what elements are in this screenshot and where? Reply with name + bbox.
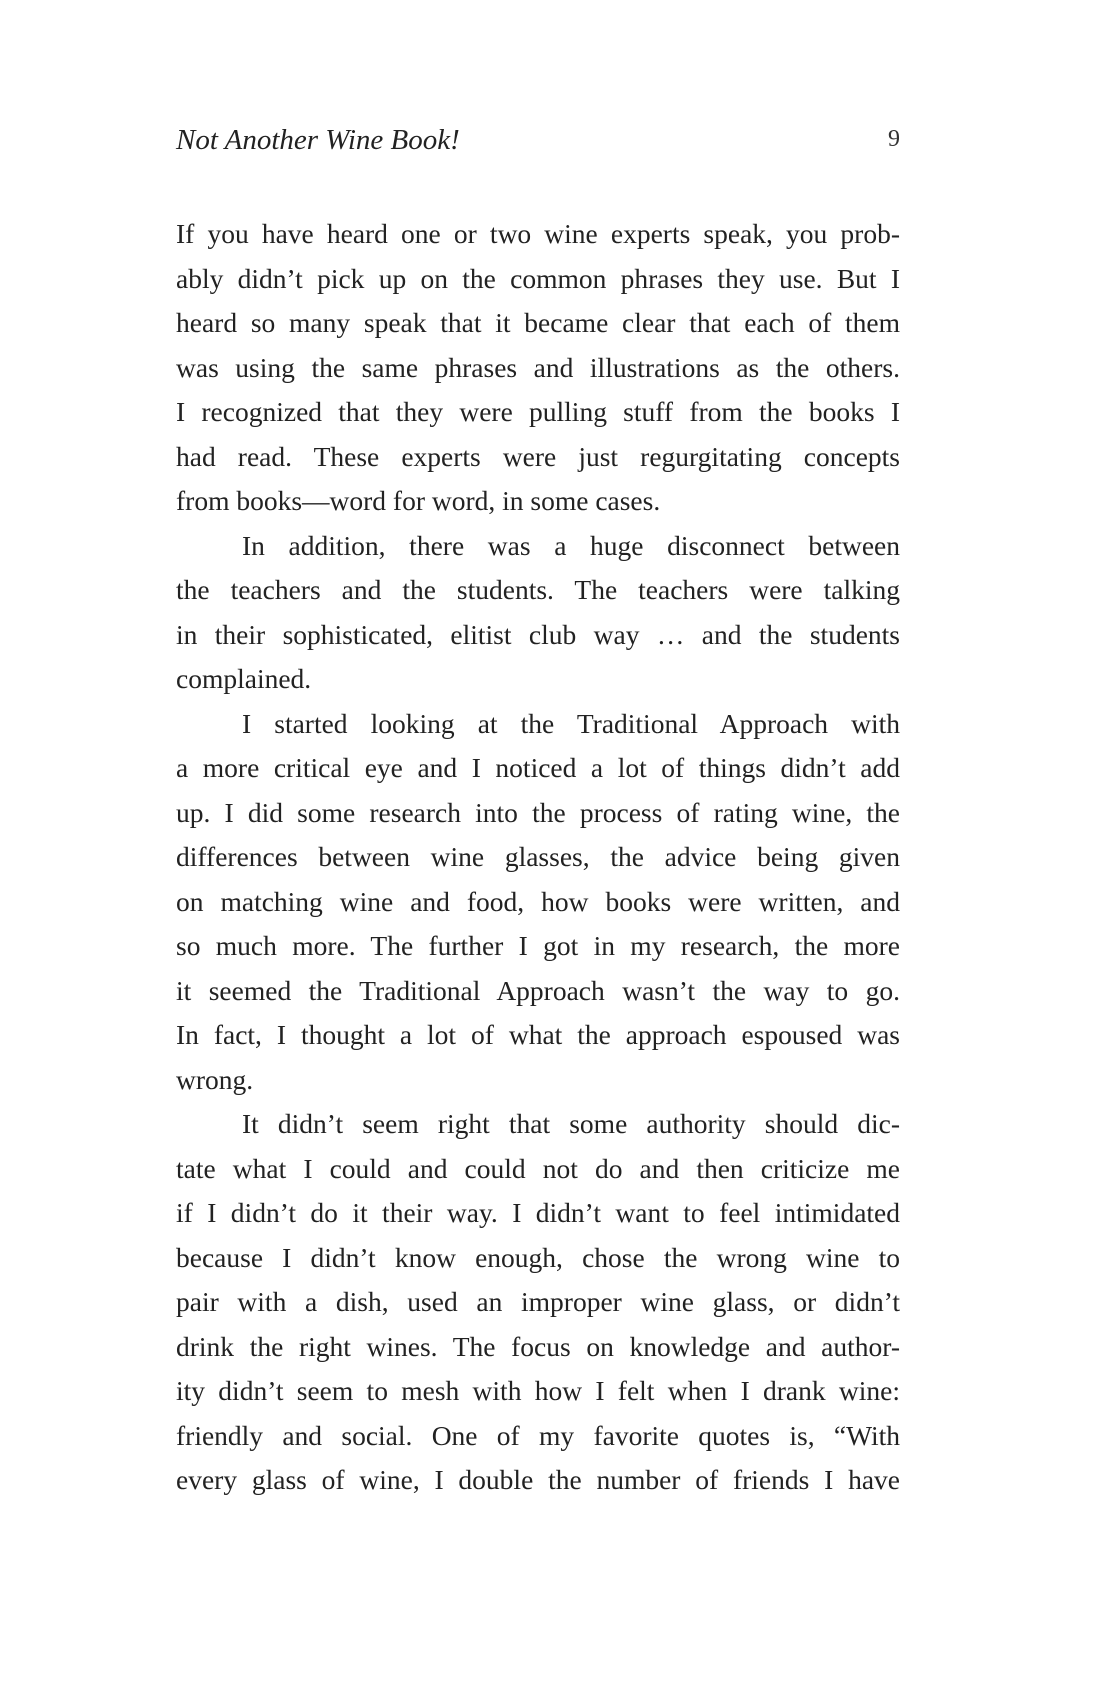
text-line: a more critical eye and I noticed a lot of things didn’t add xyxy=(176,752,900,783)
text-line: had read. These experts were just regurgitating concepts xyxy=(176,440,900,472)
text-line: ity didn’t seem to mesh with how I felt when I drank wine: xyxy=(176,1375,900,1406)
text-line: I started looking at the Traditional Approach with xyxy=(242,707,900,739)
text-line: differences between wine glasses, the advice being given xyxy=(176,841,900,872)
text-line: so much more. The further I got in my research, the more xyxy=(176,930,900,961)
body-text xyxy=(176,212,900,1503)
text-line: It didn’t seem right that some authority should dic- xyxy=(242,1108,900,1139)
text-line: every glass of wine, I double the number of friends I have xyxy=(176,1464,900,1495)
text-line: tate what I could and could not do and then criticize me xyxy=(176,1152,900,1184)
text-line: from books—word for word, in some cases. xyxy=(176,485,661,516)
text-line: pair with a dish, used an improper wine glass, or didn’t xyxy=(176,1286,900,1317)
text-line: drink the right wines. The focus on knowledge and author- xyxy=(176,1330,900,1362)
running-head xyxy=(176,124,900,164)
text-line: on matching wine and food, how books were written, and xyxy=(176,885,900,917)
text-line: in their sophisticated, elitist club way … and the students xyxy=(176,618,900,650)
running-title: Not Another Wine Book! xyxy=(176,124,460,156)
text-line: the teachers and the students. The teachers were talking xyxy=(176,574,900,605)
text-line: friendly and social. One of my favorite quotes is, “With xyxy=(176,1419,900,1451)
text-line: if I didn’t do it their way. I didn’t want to feel intimidated xyxy=(176,1197,900,1228)
text-line: In fact, I thought a lot of what the approach espoused was xyxy=(176,1019,900,1050)
page-number: 9 xyxy=(888,126,900,152)
text-line: ably didn’t pick up on the common phrases they use. But I xyxy=(176,262,900,294)
text-line: because I didn’t know enough, chose the wrong wine to xyxy=(176,1241,900,1273)
text-line: wrong. xyxy=(176,1063,254,1095)
text-line: heard so many speak that it became clear that each of them xyxy=(176,307,900,338)
text-line: If you have heard one or two wine experts speak, you prob- xyxy=(176,218,900,249)
text-line: was using the same phrases and illustrations as the others. xyxy=(176,351,900,383)
text-line: complained. xyxy=(176,663,312,694)
text-line: I recognized that they were pulling stuff from the books I xyxy=(176,396,900,427)
text-line: up. I did some research into the process of rating wine, the xyxy=(176,796,900,828)
text-line: In addition, there was a huge disconnect between xyxy=(242,529,900,561)
text-line: it seemed the Traditional Approach wasn’t the way to go. xyxy=(176,974,900,1006)
